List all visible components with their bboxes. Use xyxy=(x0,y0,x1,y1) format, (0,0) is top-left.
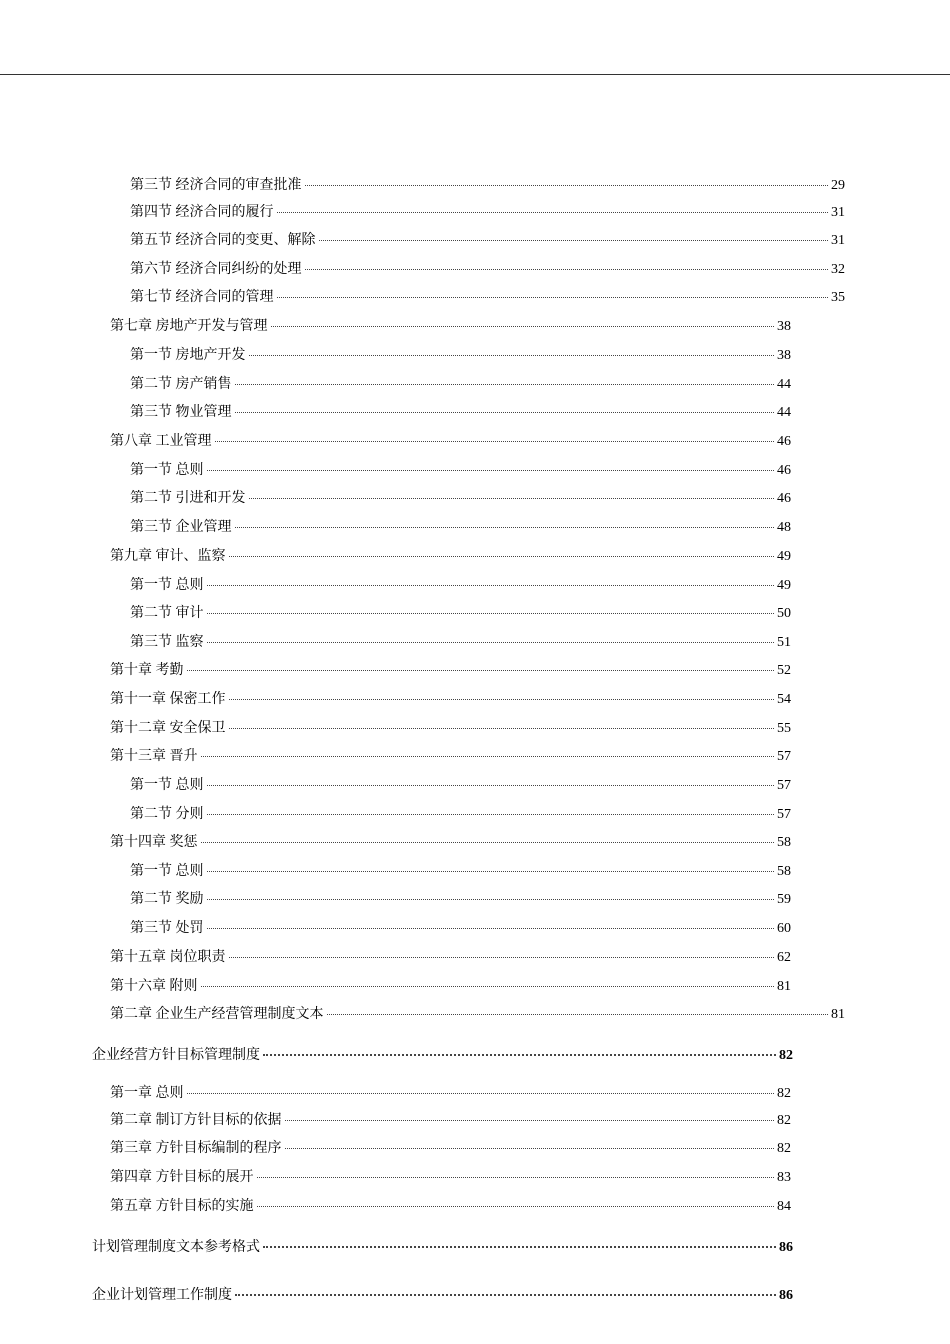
toc-entry-title: 计划管理制度文本参考格式 xyxy=(92,1240,260,1255)
toc-dot-leader xyxy=(277,297,829,298)
toc-entry[interactable] xyxy=(110,548,791,566)
toc-entry-page-number: 46 xyxy=(777,463,791,478)
toc-entry-page-number: 55 xyxy=(777,721,791,736)
toc-entry-title: 第一节 房地产开发 xyxy=(130,348,246,363)
toc-entry-page-number: 31 xyxy=(831,233,845,248)
toc-dot-leader xyxy=(187,1093,775,1094)
toc-dot-leader xyxy=(207,928,775,929)
toc-entry-page-number: 82 xyxy=(779,1048,793,1063)
toc-entry-page-number: 51 xyxy=(777,635,791,650)
toc-entry-page-number: 82 xyxy=(777,1113,791,1128)
toc-entry[interactable] xyxy=(130,347,791,365)
toc-entry[interactable] xyxy=(110,318,791,336)
toc-entry-title: 第十五章 岗位职责 xyxy=(110,950,226,965)
toc-entry-title: 第十章 考勤 xyxy=(110,663,184,678)
toc-entry[interactable] xyxy=(130,490,791,508)
toc-entry-page-number: 46 xyxy=(777,434,791,449)
toc-entry-title: 第十一章 保密工作 xyxy=(110,692,226,707)
toc-dot-leader xyxy=(249,498,775,499)
toc-entry[interactable] xyxy=(110,1085,791,1103)
toc-entry-title: 第一节 总则 xyxy=(130,864,204,879)
toc-entry-page-number: 57 xyxy=(777,807,791,822)
toc-dot-leader xyxy=(229,728,775,729)
toc-dot-leader xyxy=(305,185,829,186)
toc-dot-leader xyxy=(327,1014,829,1015)
toc-entry-page-number: 57 xyxy=(777,778,791,793)
toc-entry-page-number: 50 xyxy=(777,606,791,621)
toc-entry[interactable] xyxy=(130,634,791,652)
toc-dot-leader xyxy=(235,412,775,413)
toc-entry-title: 第十三章 晋升 xyxy=(110,749,198,764)
header-rule xyxy=(0,74,950,75)
toc-entry[interactable] xyxy=(110,949,791,967)
toc-entry-title: 第二节 奖励 xyxy=(130,892,204,907)
toc-entry[interactable] xyxy=(130,863,791,881)
toc-entry-page-number: 32 xyxy=(831,262,845,277)
toc-entry-page-number: 62 xyxy=(777,950,791,965)
toc-entry-title: 第四章 方针目标的展开 xyxy=(110,1170,254,1185)
toc-entry-title: 第一节 总则 xyxy=(130,778,204,793)
toc-entry-page-number: 86 xyxy=(779,1288,793,1303)
toc-dot-leader xyxy=(229,957,775,958)
toc-entry[interactable] xyxy=(110,691,791,709)
toc-entry[interactable] xyxy=(130,920,791,938)
toc-entry[interactable] xyxy=(110,1140,791,1158)
toc-entry-page-number: 46 xyxy=(777,491,791,506)
toc-entry-page-number: 82 xyxy=(777,1086,791,1101)
toc-dot-leader xyxy=(263,1054,776,1056)
toc-dot-leader xyxy=(277,212,829,213)
toc-entry-page-number: 31 xyxy=(831,205,845,220)
toc-entry-page-number: 86 xyxy=(779,1240,793,1255)
toc-entry[interactable] xyxy=(110,1112,791,1130)
toc-dot-leader xyxy=(319,240,829,241)
toc-entry-page-number: 83 xyxy=(777,1170,791,1185)
toc-entry-page-number: 49 xyxy=(777,578,791,593)
toc-dot-leader xyxy=(207,470,775,471)
toc-entry-title: 第六节 经济合同纠纷的处理 xyxy=(130,262,302,277)
toc-entry-title: 第七章 房地产开发与管理 xyxy=(110,319,268,334)
toc-entry[interactable] xyxy=(130,891,791,909)
toc-entry-title: 第二节 房产销售 xyxy=(130,377,232,392)
toc-entry-page-number: 84 xyxy=(777,1199,791,1214)
toc-entry-title: 第三节 经济合同的审查批准 xyxy=(130,178,302,193)
toc-entry-title: 第七节 经济合同的管理 xyxy=(130,290,274,305)
toc-entry-page-number: 49 xyxy=(777,549,791,564)
toc-entry[interactable] xyxy=(92,1287,793,1305)
toc-dot-leader xyxy=(229,556,775,557)
toc-entry-page-number: 81 xyxy=(831,1007,845,1022)
toc-entry[interactable] xyxy=(110,978,791,996)
toc-entry[interactable] xyxy=(92,1239,793,1257)
toc-entry-page-number: 35 xyxy=(831,290,845,305)
toc-entry-title: 第四节 经济合同的履行 xyxy=(130,205,274,220)
toc-entry[interactable] xyxy=(130,462,791,480)
toc-entry-title: 第五节 经济合同的变更、解除 xyxy=(130,233,316,248)
toc-dot-leader xyxy=(249,355,775,356)
toc-entry-page-number: 54 xyxy=(777,692,791,707)
toc-entry[interactable] xyxy=(130,519,791,537)
toc-entry-title: 第二章 企业生产经营管理制度文本 xyxy=(110,1007,324,1022)
toc-dot-leader xyxy=(201,986,775,987)
toc-entry[interactable] xyxy=(130,404,791,422)
toc-entry[interactable] xyxy=(130,605,791,623)
toc-entry-title: 第三章 方针目标编制的程序 xyxy=(110,1141,282,1156)
toc-entry-title: 第五章 方针目标的实施 xyxy=(110,1199,254,1214)
toc-entry-page-number: 58 xyxy=(777,864,791,879)
toc-dot-leader xyxy=(235,1294,776,1296)
toc-entry-page-number: 57 xyxy=(777,749,791,764)
toc-dot-leader xyxy=(271,326,775,327)
toc-entry-title: 第一章 总则 xyxy=(110,1086,184,1101)
toc-entry-page-number: 48 xyxy=(777,520,791,535)
toc-entry[interactable] xyxy=(110,1169,791,1187)
toc-entry-page-number: 81 xyxy=(777,979,791,994)
toc-dot-leader xyxy=(201,756,775,757)
toc-entry-title: 第三节 监察 xyxy=(130,635,204,650)
toc-entry-title: 第十六章 附则 xyxy=(110,979,198,994)
toc-entry-title: 第一节 总则 xyxy=(130,578,204,593)
toc-entry[interactable] xyxy=(110,834,791,852)
toc-dot-leader xyxy=(207,585,775,586)
toc-entry-page-number: 52 xyxy=(777,663,791,678)
toc-entry-title: 第三节 物业管理 xyxy=(130,405,232,420)
toc-dot-leader xyxy=(229,699,775,700)
toc-entry-page-number: 82 xyxy=(777,1141,791,1156)
toc-dot-leader xyxy=(305,269,829,270)
toc-entry[interactable] xyxy=(130,777,791,795)
toc-dot-leader xyxy=(207,871,775,872)
toc-dot-leader xyxy=(257,1206,775,1207)
toc-dot-leader xyxy=(263,1246,776,1248)
toc-entry-page-number: 38 xyxy=(777,348,791,363)
toc-entry[interactable] xyxy=(130,289,845,307)
toc-entry-title: 企业计划管理工作制度 xyxy=(92,1288,232,1303)
toc-entry[interactable] xyxy=(130,261,845,279)
toc-entry[interactable] xyxy=(110,748,791,766)
toc-entry-title: 第九章 审计、监察 xyxy=(110,549,226,564)
toc-entry[interactable] xyxy=(110,720,791,738)
toc-entry[interactable] xyxy=(92,1047,793,1065)
toc-dot-leader xyxy=(207,613,775,614)
toc-dot-leader xyxy=(201,842,775,843)
toc-entry[interactable] xyxy=(130,232,845,250)
toc-entry[interactable] xyxy=(110,1006,845,1024)
toc-dot-leader xyxy=(207,785,775,786)
toc-dot-leader xyxy=(257,1177,775,1178)
toc-dot-leader xyxy=(235,527,775,528)
toc-entry[interactable] xyxy=(110,662,791,680)
toc-dot-leader xyxy=(285,1120,775,1121)
toc-entry[interactable] xyxy=(130,177,845,195)
toc-entry-title: 第十四章 奖惩 xyxy=(110,835,198,850)
toc-entry-title: 企业经营方针目标管理制度 xyxy=(92,1048,260,1063)
toc-entry-title: 第十二章 安全保卫 xyxy=(110,721,226,736)
toc-entry-page-number: 29 xyxy=(831,178,845,193)
toc-entry[interactable] xyxy=(130,577,791,595)
toc-entry-page-number: 44 xyxy=(777,405,791,420)
toc-entry-page-number: 38 xyxy=(777,319,791,334)
toc-dot-leader xyxy=(215,441,775,442)
toc-entry[interactable] xyxy=(130,204,845,222)
toc-entry-page-number: 44 xyxy=(777,377,791,392)
toc-entry-title: 第一节 总则 xyxy=(130,463,204,478)
toc-entry-page-number: 60 xyxy=(777,921,791,936)
toc-entry-title: 第二节 审计 xyxy=(130,606,204,621)
toc-dot-leader xyxy=(187,670,775,671)
toc-entry[interactable] xyxy=(110,1198,791,1216)
toc-entry-page-number: 59 xyxy=(777,892,791,907)
toc-entry-title: 第三节 企业管理 xyxy=(130,520,232,535)
toc-entry-title: 第八章 工业管理 xyxy=(110,434,212,449)
toc-entry-page-number: 58 xyxy=(777,835,791,850)
toc-entry[interactable] xyxy=(110,433,791,451)
toc-entry[interactable] xyxy=(130,376,791,394)
toc-entry[interactable] xyxy=(130,806,791,824)
toc-entry-title: 第三节 处罚 xyxy=(130,921,204,936)
toc-dot-leader xyxy=(207,642,775,643)
toc-dot-leader xyxy=(285,1148,775,1149)
toc-entry-title: 第二节 分则 xyxy=(130,807,204,822)
toc-entry-title: 第二章 制订方针目标的依据 xyxy=(110,1113,282,1128)
toc-dot-leader xyxy=(207,814,775,815)
toc-dot-leader xyxy=(235,384,775,385)
toc-dot-leader xyxy=(207,899,775,900)
toc-entry-title: 第二节 引进和开发 xyxy=(130,491,246,506)
